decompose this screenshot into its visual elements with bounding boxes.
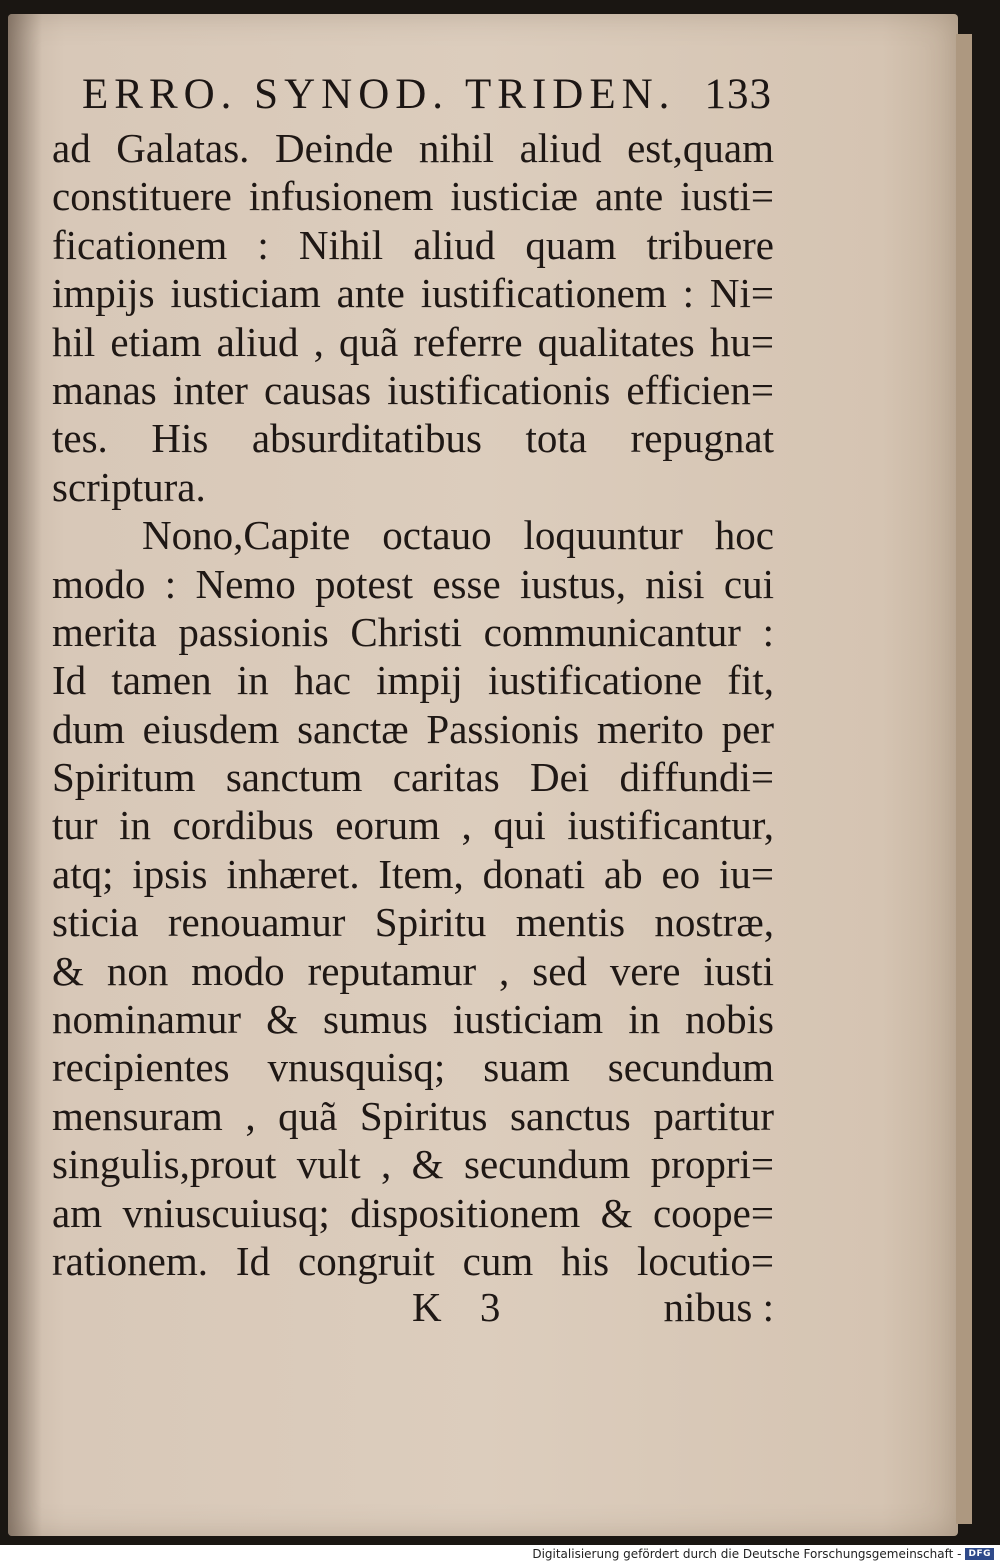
gutter-shadow [8,14,42,1536]
page-footer [412,1283,774,1333]
text-line: hil etiam aliud , quã referre qualitates hu= [52,318,774,365]
text-line: tur in cordibus eorum , qui iustificantur, [52,802,774,849]
text-line: modo : Nemo potest esse iustus, nisi cui [52,560,774,607]
text-line: sticia renouamur Spiritu mentis nostræ, [52,899,774,946]
signature-mark: K 3 [412,1284,515,1330]
text-line: scriptura. [52,463,206,510]
digitization-credit [532,1546,994,1562]
text-line: mensuram , quã Spiritus sanctus partitur [52,1092,774,1139]
running-head [82,70,772,120]
page-number: 133 [704,71,772,118]
text-line: constituere infusionem iusticiæ ante iusti= [52,173,774,220]
text-line: tes. His absurditatibus tota repugnat [52,415,774,462]
text-line: rationem. Id congruit cum his locutio= [52,1237,774,1284]
text-line: nominamur & sumus iusticiam in nobis [52,996,774,1043]
text-line: ad Galatas. Deinde nihil aliud est,quam [52,125,774,171]
text-line: Spiritum sanctum caritas Dei diffundi= [52,754,774,801]
catchword: nibus : [663,1284,774,1330]
text-line: dum eiusdem sanctæ Passionis merito per [52,705,774,752]
text-line: merita passionis Christi communicantur : [52,608,774,655]
text-line-paragraph-start: Nono,Capite octauo loquuntur hoc [142,512,774,559]
running-head-title: ERRO. SYNOD. TRIDEN. [82,71,676,118]
text-line: impijs iusticiam ante iustificationem : Ni= [52,270,774,317]
credit-text: Digitalisierung gefördert durch die Deutsche Forschungsgemeinschaft - [532,1547,962,1561]
text-line: singulis,prout vult , & secundum propri= [52,1141,774,1188]
text-line: manas inter causas iustificationis efficien= [52,366,774,413]
dfg-logo: DFG [965,1548,994,1560]
text-line: recipientes vnusquisq; suam secundum [52,1044,774,1091]
text-line: & non modo reputamur , sed vere iusti [52,947,774,994]
text-line: am vniuscuiusq; dispositionem & coope= [52,1189,774,1236]
body-text [52,124,774,1285]
page-edge [956,34,972,1524]
text-line: Id tamen in hac impij iustificatione fit, [52,657,774,704]
text-line: atq; ipsis inhæret. Item, donati ab eo iu= [52,850,774,897]
text-line: ficationem : Nihil aliud quam tribuere [52,221,774,268]
